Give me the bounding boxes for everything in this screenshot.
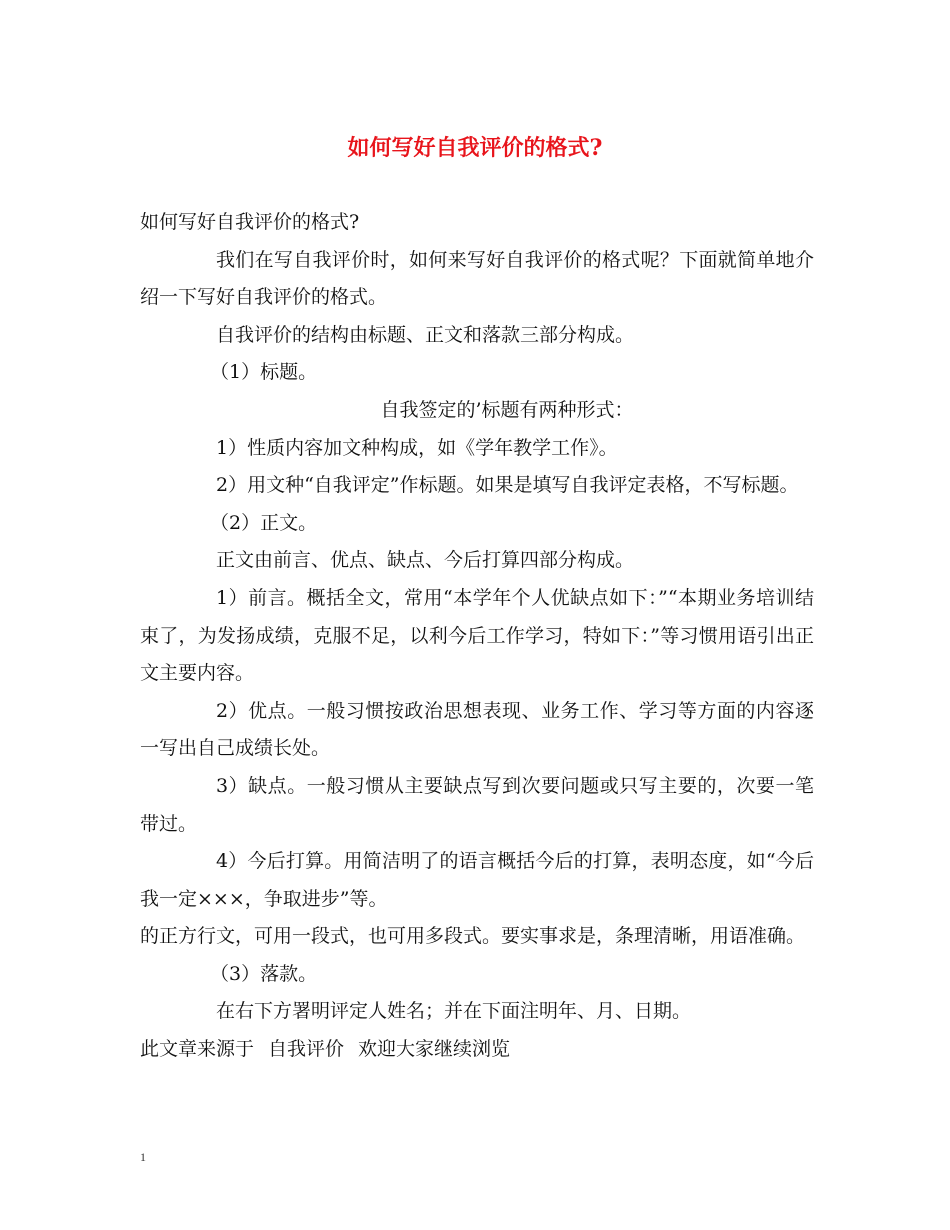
source-link[interactable]: 自我评价 (268, 1038, 345, 1061)
paragraph-preface: 1）前言。概括全文，常用“本学年个人优缺点如下：”“本期业务培训结束了，为发扬成绩，克服不足，以利今后工作学习，特如下：”等习惯用语引出正文主要内容。 (140, 586, 814, 685)
paragraph-body-parts: 正文由前言、优点、缺点、今后打算四部分构成。 (216, 549, 635, 572)
document-body (140, 204, 814, 1069)
paragraph-strengths: 2）优点。一般习惯按政治思想表现、业务工作、学习等方面的内容逐一写出自己成绩长处。 (140, 699, 814, 760)
paragraph-title-form-2: 2）用文种“自我评定”作标题。如果是填写自我评定表格，不写标题。 (216, 474, 799, 497)
paragraph-style: 的正方行文，可用一段式，也可用多段式。要实事求是，条理清晰，用语准确。 (140, 925, 806, 948)
section-title-body: （2）正文。 (210, 511, 318, 534)
paragraph-weaknesses: 3）缺点。一般习惯从主要缺点写到次要问题或只写主要的，次要一笔带过。 (140, 774, 814, 835)
page-number: 1 (140, 1150, 146, 1164)
paragraph-heading: 如何写好自我评价的格式? (140, 211, 360, 233)
paragraph-title-forms: 自我签定的’标题有两种形式： (380, 398, 634, 421)
section-title-signature: （3）落款。 (210, 962, 318, 985)
paragraph-plans: 4）今后打算。用简洁明了的语言概括今后的打算，表明态度，如“今后我一定×××，争取进步”等。 (140, 850, 814, 910)
section-title-heading: （1）标题。 (210, 361, 318, 384)
paragraph-intro: 我们在写自我评价时，如何来写好自我评价的格式呢？下面就简单地介绍一下写好自我评价的格式。 (140, 248, 814, 309)
source-prefix: 此文章来源于 (140, 1038, 255, 1061)
source-suffix: 欢迎大家继续浏览 (358, 1038, 511, 1061)
paragraph-structure: 自我评价的结构由标题、正文和落款三部分构成。 (216, 323, 635, 346)
document-title: 如何写好自我评价的格式? (347, 135, 603, 161)
source-line (140, 1031, 814, 1069)
paragraph-signature: 在右下方署明评定人姓名；并在下面注明年、月、日期。 (216, 1000, 692, 1023)
paragraph-title-form-1: 1）性质内容加文种构成，如《学年教学工作》。 (216, 436, 618, 459)
